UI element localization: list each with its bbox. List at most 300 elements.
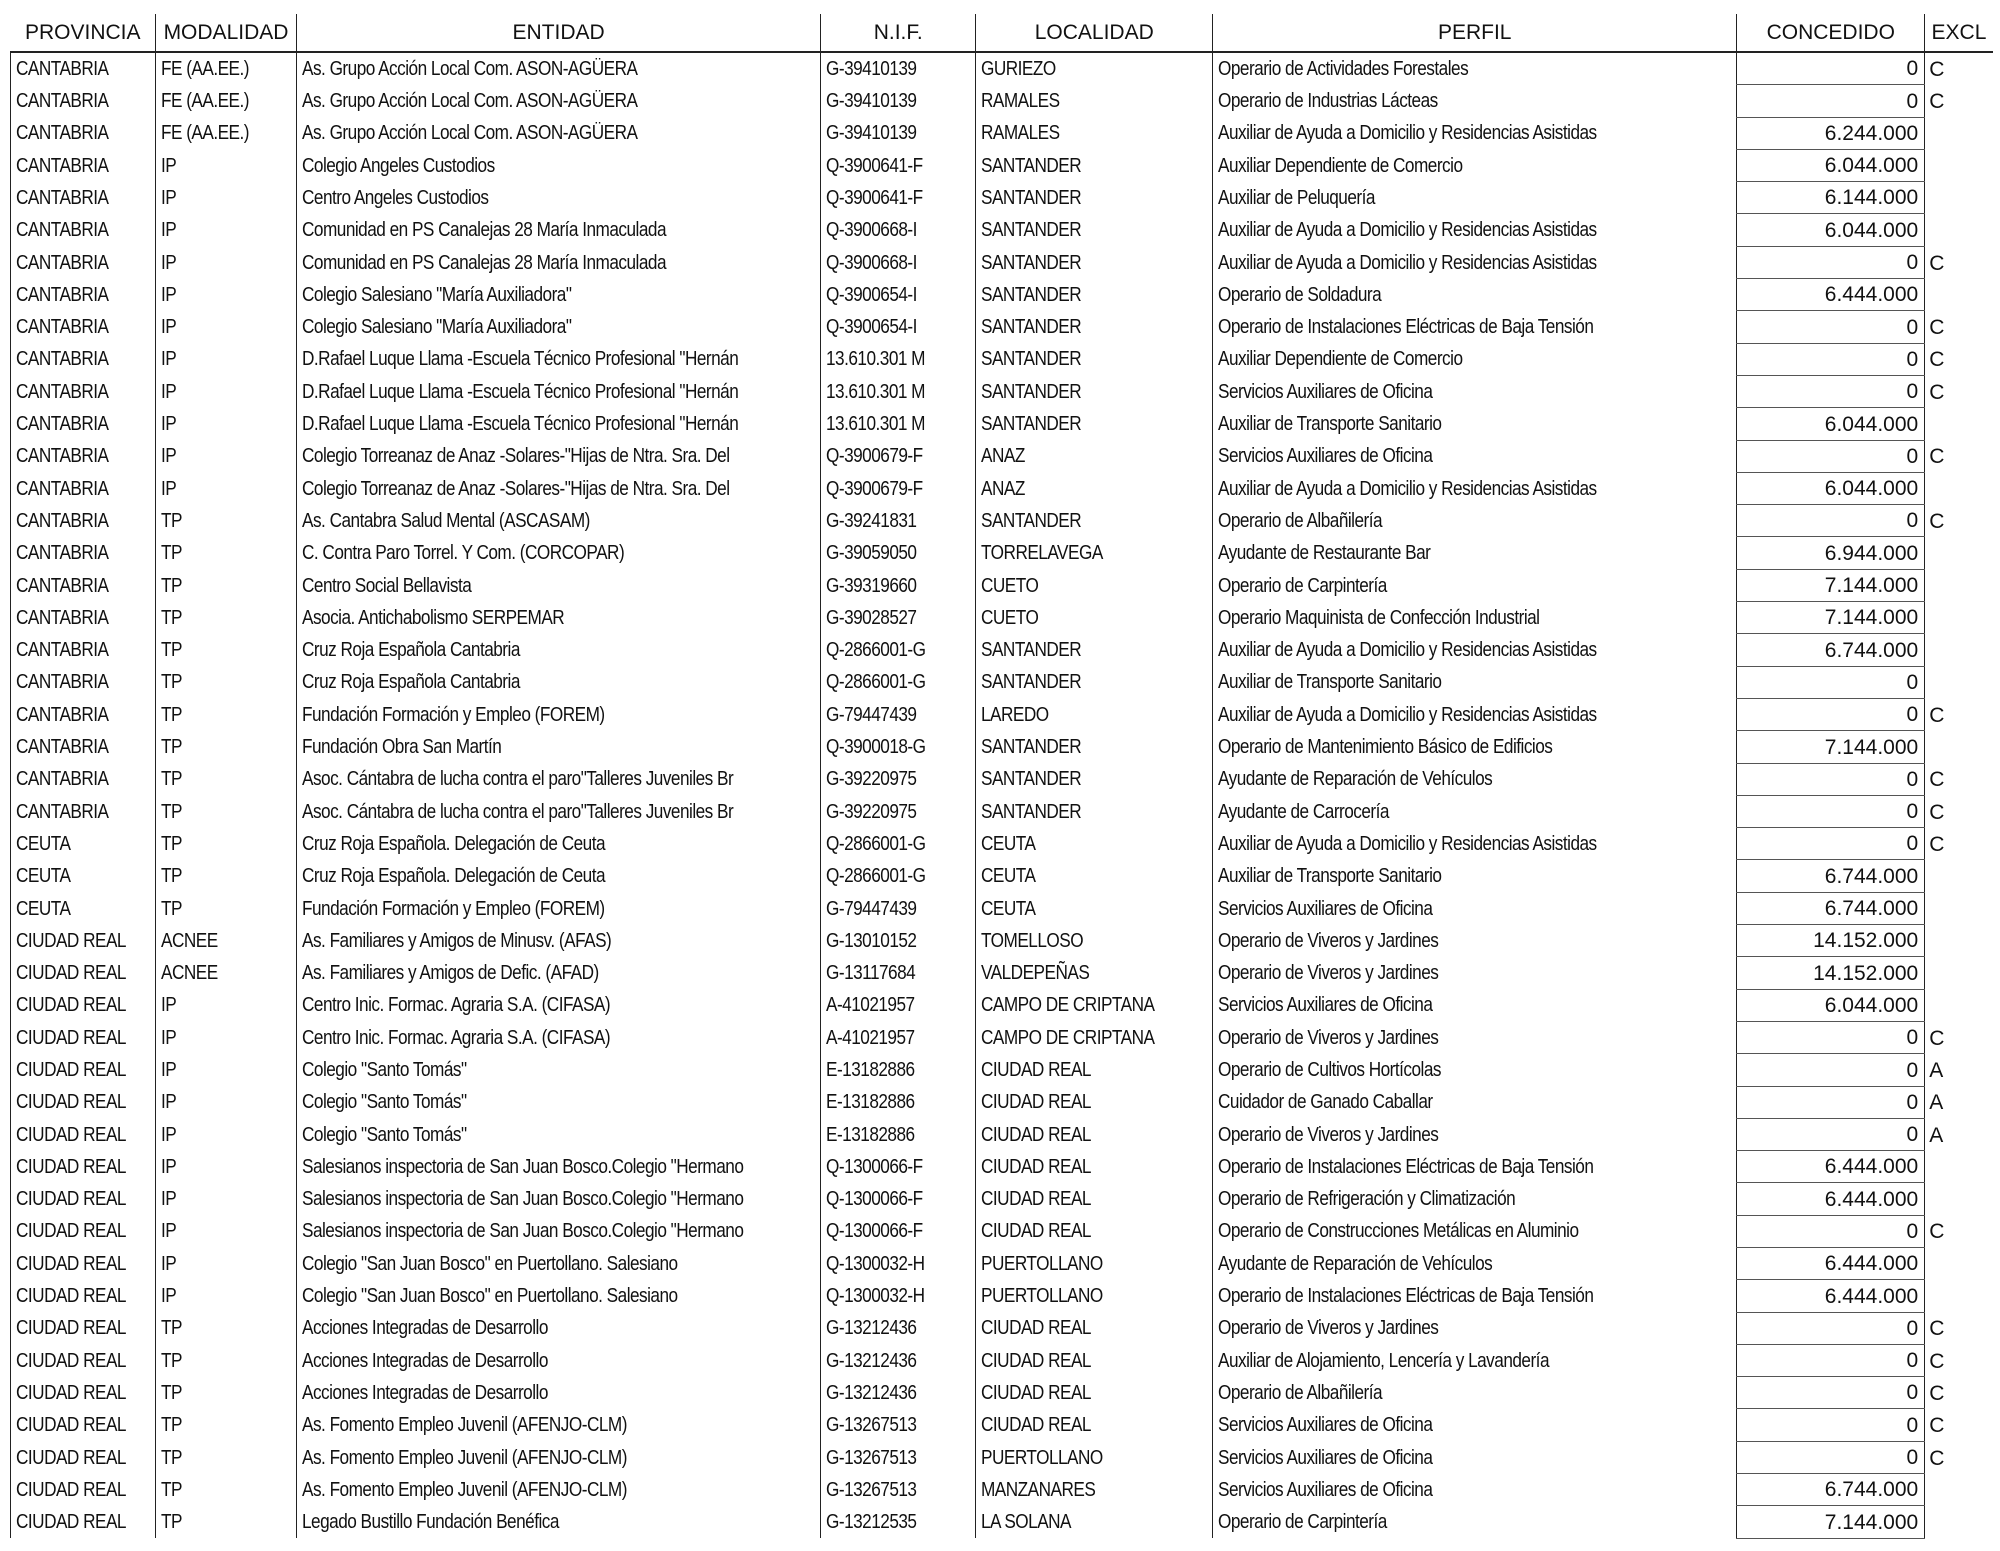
cell-provincia [11,925,156,957]
cell-provincia-text: CIUDAD REAL [16,1188,126,1211]
cell-provincia-text: CANTABRIA [16,606,109,629]
cell-modalidad-text: IP [161,283,177,306]
cell-nif-text: Q-1300066-F [826,1188,923,1211]
cell-provincia-text: CANTABRIA [16,283,109,306]
cell-perfil-text: Auxiliar de Alojamiento, Lencería y Lavandería [1218,1349,1550,1372]
cell-entidad-text: Salesianos inspectoria de San Juan Bosco.Colegio "Hermano [302,1155,744,1178]
cell-perfil [1213,472,1737,504]
cell-nif [821,408,976,440]
cell-perfil [1213,246,1737,278]
cell-provincia-text: CANTABRIA [16,348,109,371]
table-row [11,957,1993,989]
cell-nif-text: G-13267513 [826,1446,917,1469]
cell-localidad [976,408,1213,440]
cell-entidad-text: Colegio Torreanaz de Anaz -Solares-"Hijas de Ntra. Sra. Del [302,477,730,500]
header-perfil: PERFIL [1213,14,1737,52]
cell-nif [821,1280,976,1312]
cell-perfil [1213,1215,1737,1247]
cell-entidad [297,1151,821,1183]
cell-modalidad [156,214,297,246]
cell-localidad [976,569,1213,601]
cell-modalidad-text: IP [161,1285,177,1308]
cell-modalidad-text: IP [161,1059,177,1081]
cell-localidad [976,343,1213,375]
table-row [11,828,1993,860]
cell-nif-text: E-13182886 [826,1059,915,1081]
cell-entidad-text: Centro Inic. Formac. Agraria S.A. (CIFASA) [302,1026,611,1049]
cell-excl: C [1925,828,1993,860]
table-row [11,1344,1993,1376]
cell-concedido: 6.044.000 [1737,214,1925,246]
cell-excl: C [1925,1409,1993,1441]
cell-entidad [297,505,821,537]
cell-modalidad-text: TP [161,1414,182,1437]
cell-localidad [976,182,1213,214]
cell-excl: C [1925,85,1993,117]
cell-provincia [11,279,156,311]
cell-provincia [11,1151,156,1183]
cell-entidad [297,182,821,214]
table-row [11,634,1993,666]
cell-modalidad-text: TP [161,736,182,759]
cell-localidad-text: CEUTA [981,832,1036,855]
cell-concedido: 0 [1737,763,1925,795]
cell-entidad-text: Colegio "San Juan Bosco" en Puertollano. Salesiano [302,1252,678,1275]
cell-perfil [1213,375,1737,407]
cell-modalidad-text: FE (AA.EE.) [161,57,249,80]
cell-nif [821,925,976,957]
cell-concedido: 0 [1737,1215,1925,1247]
cell-modalidad [156,1474,297,1506]
cell-nif-text: G-39410139 [826,122,917,145]
cell-modalidad [156,408,297,440]
cell-provincia [11,731,156,763]
cell-entidad-text: Acciones Integradas de Desarrollo [302,1317,548,1340]
cell-perfil-text: Operario de Viveros y Jardines [1218,962,1439,985]
cell-perfil [1213,1247,1737,1279]
cell-concedido: 7.144.000 [1737,602,1925,634]
cell-nif [821,52,976,85]
cell-perfil-text: Servicios Auxiliares de Oficina [1218,994,1433,1017]
cell-entidad-text: Cruz Roja Española Cantabria [302,639,520,662]
cell-concedido: 0 [1737,1377,1925,1409]
cell-excl: C [1925,1215,1993,1247]
cell-modalidad [156,505,297,537]
cell-modalidad-text: TP [161,703,182,726]
cell-concedido: 7.144.000 [1737,1506,1925,1538]
cell-excl [1925,1183,1993,1215]
cell-perfil-text: Operario de Instalaciones Eléctricas de Baja Tensión [1218,316,1594,339]
cell-localidad-text: SANTANDER [981,283,1082,306]
cell-modalidad-text: TP [161,671,182,694]
cell-perfil-text: Operario de Soldadura [1218,283,1382,306]
cell-entidad-text: Centro Social Bellavista [302,574,472,597]
cell-nif [821,1118,976,1150]
cell-entidad [297,1280,821,1312]
cell-perfil-text: Ayudante de Restaurante Bar [1218,542,1431,565]
cell-localidad-text: CIUDAD REAL [981,1059,1092,1081]
cell-provincia-text: CIUDAD REAL [16,994,126,1017]
table-row [11,343,1993,375]
cell-concedido: 0 [1737,1118,1925,1150]
cell-modalidad [156,1441,297,1473]
cell-localidad-text: PUERTOLLANO [981,1252,1104,1275]
cell-nif-text: E-13182886 [826,1123,915,1146]
cell-modalidad-text: IP [161,1220,177,1243]
cell-entidad-text: As. Grupo Acción Local Com. ASON-AGÜERA [302,122,638,145]
cell-localidad-text: ANAZ [981,445,1026,468]
cell-perfil [1213,279,1737,311]
cell-modalidad-text: TP [161,865,182,888]
table-row [11,1151,1993,1183]
cell-excl [1925,214,1993,246]
cell-nif [821,472,976,504]
cell-modalidad [156,279,297,311]
cell-perfil-text: Auxiliar de Ayuda a Domicilio y Residencias Asistidas [1218,251,1597,274]
cell-modalidad [156,828,297,860]
cell-provincia-text: CANTABRIA [16,57,109,80]
cell-modalidad [156,698,297,730]
cell-provincia [11,1183,156,1215]
cell-localidad [976,634,1213,666]
cell-localidad [976,505,1213,537]
cell-nif [821,182,976,214]
cell-nif [821,1054,976,1086]
cell-modalidad [156,149,297,181]
cell-localidad-text: LA SOLANA [981,1511,1072,1534]
cell-localidad [976,85,1213,117]
cell-nif-text: Q-2866001-G [826,832,926,855]
cell-localidad-text: SANTANDER [981,671,1082,694]
cell-concedido: 6.744.000 [1737,634,1925,666]
cell-perfil [1213,1280,1737,1312]
cell-provincia-text: CIUDAD REAL [16,1414,126,1437]
cell-modalidad [156,1506,297,1538]
cell-entidad [297,698,821,730]
cell-provincia-text: CIUDAD REAL [16,1220,126,1243]
cell-entidad [297,149,821,181]
cell-concedido: 0 [1737,52,1925,85]
cell-entidad [297,408,821,440]
cell-localidad-text: TOMELLOSO [981,929,1084,952]
cell-modalidad [156,311,297,343]
cell-modalidad [156,1118,297,1150]
cell-entidad [297,957,821,989]
cell-localidad-text: SANTANDER [981,316,1082,339]
table-row [11,1021,1993,1053]
cell-entidad [297,763,821,795]
cell-nif-text: Q-3900018-G [826,736,926,759]
cell-provincia-text: CIUDAD REAL [16,1252,126,1275]
cell-excl [1925,1151,1993,1183]
cell-modalidad [156,537,297,569]
cell-modalidad-text: IP [161,154,177,177]
table-row [11,666,1993,698]
table-row [11,1280,1993,1312]
cell-perfil-text: Operario de Carpintería [1218,1511,1388,1534]
cell-excl [1925,634,1993,666]
cell-perfil-text: Operario de Albañilería [1218,1381,1383,1404]
cell-provincia [11,892,156,924]
cell-provincia-text: CANTABRIA [16,445,109,468]
cell-concedido: 6.144.000 [1737,182,1925,214]
cell-entidad-text: Salesianos inspectoria de San Juan Bosco.Colegio "Hermano [302,1220,744,1243]
cell-provincia-text: CIUDAD REAL [16,1511,126,1534]
cell-localidad [976,246,1213,278]
cell-perfil [1213,634,1737,666]
cell-modalidad [156,763,297,795]
cell-provincia [11,957,156,989]
cell-excl [1925,666,1993,698]
cell-entidad-text: As. Cantabra Salud Mental (ASCASAM) [302,509,590,532]
cell-concedido: 6.444.000 [1737,1151,1925,1183]
cell-perfil [1213,440,1737,472]
cell-modalidad-text: IP [161,219,177,242]
cell-concedido: 0 [1737,698,1925,730]
cell-modalidad-text: IP [161,445,177,468]
cell-nif-text: Q-3900641-F [826,186,923,209]
cell-perfil-text: Servicios Auxiliares de Oficina [1218,897,1433,920]
cell-nif-text: Q-3900679-F [826,445,923,468]
table-row [11,182,1993,214]
cell-modalidad-text: TP [161,1349,182,1372]
cell-concedido: 0 [1737,795,1925,827]
cell-modalidad [156,1021,297,1053]
cell-perfil [1213,149,1737,181]
cell-perfil-text: Auxiliar de Ayuda a Domicilio y Residencias Asistidas [1218,122,1597,145]
cell-concedido: 14.152.000 [1737,925,1925,957]
cell-modalidad-text: IP [161,1188,177,1211]
cell-provincia-text: CANTABRIA [16,671,109,694]
cell-modalidad-text: TP [161,542,182,565]
cell-modalidad [156,1151,297,1183]
cell-modalidad-text: TP [161,639,182,662]
cell-modalidad [156,1377,297,1409]
cell-modalidad-text: IP [161,477,177,500]
cell-provincia-text: CANTABRIA [16,186,109,209]
cell-localidad-text: SANTANDER [981,509,1082,532]
cell-concedido: 0 [1737,1441,1925,1473]
cell-modalidad-text: IP [161,251,177,274]
cell-nif-text: G-39410139 [826,90,917,113]
cell-concedido: 0 [1737,1344,1925,1376]
cell-nif-text: G-13212436 [826,1381,917,1404]
cell-entidad [297,860,821,892]
cell-localidad [976,795,1213,827]
table-row [11,537,1993,569]
cell-localidad [976,1247,1213,1279]
table-row [11,440,1993,472]
cell-localidad [976,214,1213,246]
cell-concedido: 0 [1737,1054,1925,1086]
cell-localidad [976,472,1213,504]
cell-entidad [297,1344,821,1376]
cell-localidad [976,1086,1213,1118]
cell-nif-text: G-13117684 [826,962,916,985]
cell-provincia [11,1086,156,1118]
cell-perfil [1213,311,1737,343]
cell-modalidad-text: ACNEE [161,962,218,985]
cell-nif [821,989,976,1021]
cell-localidad-text: SANTANDER [981,800,1082,823]
cell-localidad [976,1151,1213,1183]
cell-entidad [297,634,821,666]
cell-modalidad [156,1086,297,1118]
cell-modalidad-text: TP [161,800,182,823]
cell-perfil-text: Operario de Carpintería [1218,574,1388,597]
cell-nif [821,311,976,343]
cell-provincia [11,698,156,730]
cell-excl [1925,408,1993,440]
table-row [11,1183,1993,1215]
cell-perfil-text: Operario de Instalaciones Eléctricas de Baja Tensión [1218,1155,1594,1178]
cell-provincia-text: CANTABRIA [16,251,109,274]
cell-perfil-text: Auxiliar de Ayuda a Domicilio y Residencias Asistidas [1218,639,1597,662]
cell-nif [821,1247,976,1279]
cell-provincia-text: CIUDAD REAL [16,1091,126,1114]
cell-excl: C [1925,763,1993,795]
cell-entidad-text: Acciones Integradas de Desarrollo [302,1381,548,1404]
cell-modalidad-text: TP [161,1478,182,1501]
cell-entidad [297,602,821,634]
cell-perfil-text: Servicios Auxiliares de Oficina [1218,445,1433,468]
cell-localidad-text: CIUDAD REAL [981,1317,1092,1340]
cell-localidad [976,149,1213,181]
cell-provincia [11,52,156,85]
cell-localidad-text: TORRELAVEGA [981,542,1104,565]
cell-concedido: 7.144.000 [1737,731,1925,763]
cell-perfil [1213,214,1737,246]
cell-entidad [297,246,821,278]
cell-localidad [976,1377,1213,1409]
cell-perfil-text: Operario Maquinista de Confección Industrial [1218,606,1540,629]
cell-modalidad-text: TP [161,1446,182,1469]
cell-perfil [1213,537,1737,569]
cell-perfil [1213,408,1737,440]
cell-provincia [11,85,156,117]
cell-entidad [297,795,821,827]
cell-localidad-text: CAMPO DE CRIPTANA [981,1026,1155,1049]
cell-modalidad [156,52,297,85]
cell-modalidad [156,989,297,1021]
cell-entidad-text: Cruz Roja Española Cantabria [302,671,520,694]
cell-nif [821,279,976,311]
cell-nif [821,634,976,666]
cell-localidad-text: CIUDAD REAL [981,1188,1092,1211]
table-row [11,925,1993,957]
cell-provincia [11,1344,156,1376]
cell-provincia [11,311,156,343]
cell-entidad [297,569,821,601]
cell-provincia-text: CANTABRIA [16,413,109,436]
cell-nif [821,117,976,149]
cell-localidad [976,860,1213,892]
cell-perfil-text: Operario de Construcciones Metálicas en Aluminio [1218,1220,1579,1243]
cell-nif [821,1409,976,1441]
cell-excl: A [1925,1054,1993,1086]
cell-perfil-text: Servicios Auxiliares de Oficina [1218,380,1433,403]
cell-concedido: 6.044.000 [1737,472,1925,504]
table-row [11,408,1993,440]
cell-concedido: 0 [1737,1021,1925,1053]
cell-localidad [976,763,1213,795]
cell-perfil [1213,989,1737,1021]
cell-modalidad [156,795,297,827]
table-row [11,117,1993,149]
cell-provincia-text: CIUDAD REAL [16,1155,126,1178]
cell-modalidad [156,569,297,601]
cell-modalidad [156,731,297,763]
cell-concedido: 0 [1737,375,1925,407]
cell-perfil [1213,1312,1737,1344]
cell-localidad [976,602,1213,634]
cell-provincia [11,1247,156,1279]
cell-localidad [976,117,1213,149]
table-row [11,569,1993,601]
cell-perfil [1213,957,1737,989]
cell-localidad-text: CUETO [981,574,1039,597]
cell-perfil-text: Operario de Instalaciones Eléctricas de Baja Tensión [1218,1285,1594,1308]
table-row [11,1086,1993,1118]
cell-provincia [11,860,156,892]
cell-entidad-text: Colegio Salesiano "María Auxiliadora" [302,283,572,306]
cell-localidad-text: CIUDAD REAL [981,1414,1092,1437]
cell-perfil-text: Ayudante de Carrocería [1218,800,1390,823]
cell-perfil-text: Auxiliar de Ayuda a Domicilio y Residencias Asistidas [1218,703,1597,726]
cell-excl: C [1925,1377,1993,1409]
cell-entidad [297,1054,821,1086]
cell-modalidad-text: TP [161,606,182,629]
cell-entidad [297,1086,821,1118]
cell-perfil-text: Operario de Actividades Forestales [1218,57,1469,80]
cell-localidad [976,1118,1213,1150]
cell-provincia-text: CEUTA [16,897,71,920]
cell-provincia-text: CANTABRIA [16,154,109,177]
cell-modalidad-text: TP [161,1381,182,1404]
cell-nif [821,892,976,924]
cell-nif-text: Q-1300066-F [826,1155,923,1178]
cell-entidad-text: As. Grupo Acción Local Com. ASON-AGÜERA [302,90,638,113]
cell-nif [821,1377,976,1409]
cell-entidad-text: Acciones Integradas de Desarrollo [302,1349,548,1372]
cell-entidad-text: Fundación Obra San Martín [302,736,502,759]
cell-entidad [297,1441,821,1473]
table-row [11,892,1993,924]
cell-provincia [11,440,156,472]
cell-entidad-text: Colegio Torreanaz de Anaz -Solares-"Hijas de Ntra. Sra. Del [302,445,730,468]
cell-concedido: 0 [1737,1086,1925,1118]
cell-provincia-text: CIUDAD REAL [16,1446,126,1469]
header-localidad: LOCALIDAD [976,14,1213,52]
cell-entidad-text: Legado Bustillo Fundación Benéfica [302,1511,559,1534]
cell-nif [821,214,976,246]
cell-excl: C [1925,311,1993,343]
cell-excl [1925,1247,1993,1279]
cell-provincia [11,214,156,246]
cell-entidad-text: Salesianos inspectoria de San Juan Bosco.Colegio "Hermano [302,1188,744,1211]
cell-perfil [1213,1409,1737,1441]
cell-modalidad-text: IP [161,994,177,1017]
cell-localidad [976,1215,1213,1247]
cell-perfil-text: Auxiliar Dependiente de Comercio [1218,348,1463,371]
cell-entidad-text: Colegio "Santo Tomás" [302,1123,467,1146]
cell-provincia-text: CANTABRIA [16,380,109,403]
cell-perfil-text: Auxiliar de Ayuda a Domicilio y Residencias Asistidas [1218,477,1597,500]
cell-localidad-text: SANTANDER [981,348,1082,371]
cell-perfil [1213,698,1737,730]
cell-provincia-text: CIUDAD REAL [16,1285,126,1308]
cell-localidad-text: SANTANDER [981,154,1082,177]
